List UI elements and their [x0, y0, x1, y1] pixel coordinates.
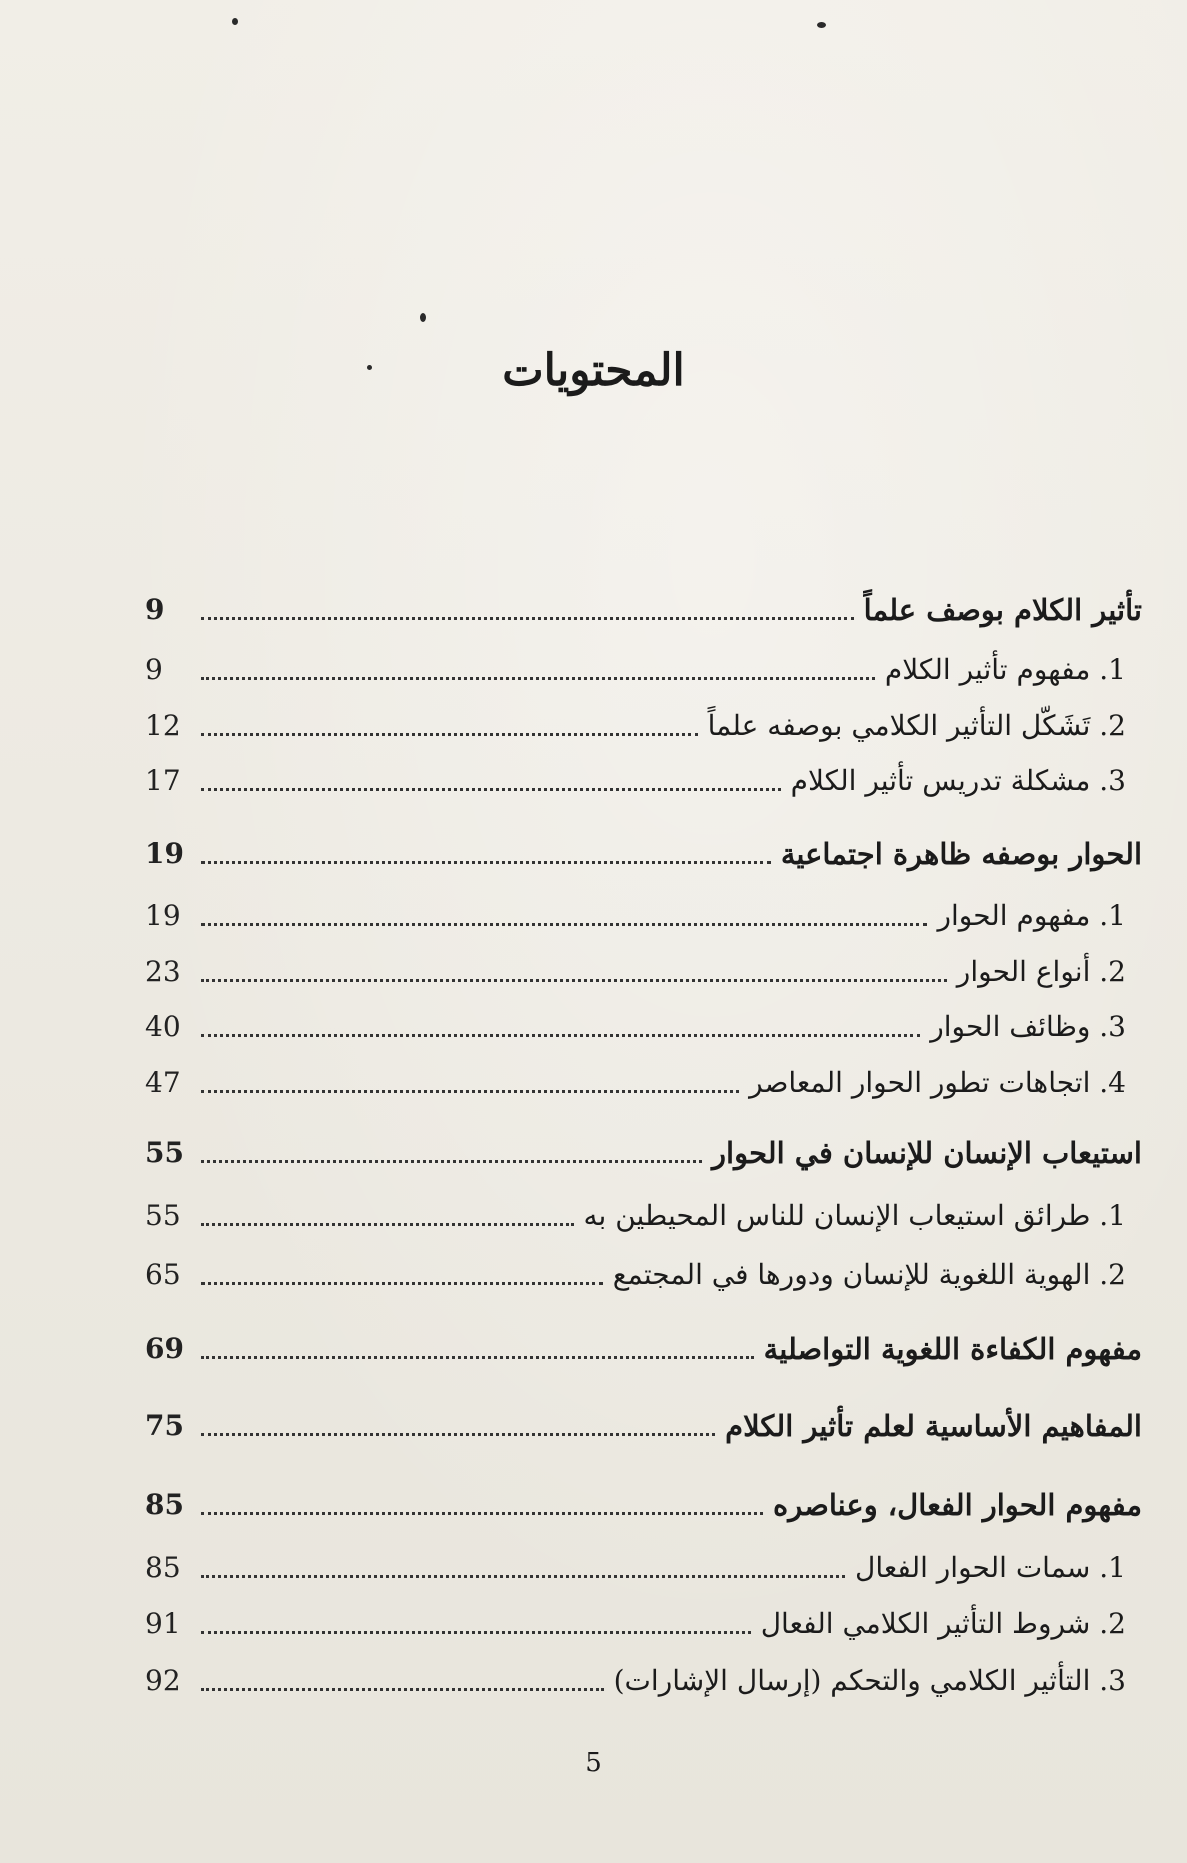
toc-entry-title: الحوار بوصفه ظاهرة اجتماعية	[780, 837, 1142, 871]
dot-leader	[201, 1223, 574, 1226]
toc-section-entry	[145, 946, 1142, 992]
toc-section-entry	[145, 700, 1142, 746]
dot-leader	[201, 1575, 845, 1578]
toc-section-entry	[145, 644, 1142, 690]
toc-entry-title: 2. أنواع الحوار	[956, 955, 1126, 988]
toc-chapter-entry	[145, 1127, 1142, 1173]
toc-chapter-entry	[145, 584, 1142, 630]
page-number: 5	[585, 1748, 602, 1778]
dot-leader	[201, 617, 854, 620]
dot-leader	[201, 1034, 920, 1037]
toc-section-entry	[145, 1190, 1142, 1236]
dot-leader	[201, 788, 781, 791]
paper-speck	[420, 313, 426, 322]
toc-entry-title: 1. مفهوم الحوار	[937, 899, 1126, 932]
toc-page-number: 85	[145, 1488, 184, 1521]
toc-chapter-entry	[145, 1323, 1142, 1369]
toc-page-number: 69	[145, 1332, 184, 1365]
toc-page-number: 23	[145, 955, 181, 988]
dot-leader	[201, 677, 875, 680]
toc-entry-title: تأثير الكلام بوصف علماً	[863, 593, 1142, 627]
toc-page-number: 19	[145, 837, 184, 870]
dot-leader	[201, 1090, 739, 1093]
toc-page-number: 40	[145, 1010, 181, 1043]
toc-page-number: 12	[145, 709, 181, 742]
toc-entry-title: 4. اتجاهات تطور الحوار المعاصر	[749, 1066, 1126, 1099]
toc-entry-title: 1. مفهوم تأثير الكلام	[884, 653, 1126, 686]
dot-leader	[201, 1356, 754, 1359]
toc-page-number: 47	[145, 1066, 181, 1099]
toc-entry-title: 1. سمات الحوار الفعال	[855, 1551, 1126, 1584]
toc-page-number: 55	[145, 1199, 181, 1232]
toc-entry-title: 3. التأثير الكلامي والتحكم (إرسال الإشارات)	[613, 1664, 1126, 1697]
toc-entry-title: مفهوم الحوار الفعال، وعناصره	[773, 1488, 1142, 1522]
dot-leader	[201, 1160, 702, 1163]
dot-leader	[201, 1433, 715, 1436]
dot-leader	[201, 923, 927, 926]
toc-chapter-entry	[145, 828, 1142, 874]
toc-entry-title: 3. وظائف الحوار	[930, 1010, 1126, 1043]
paper-speck	[232, 18, 238, 25]
toc-section-entry	[145, 1655, 1142, 1701]
toc-page-number: 9	[145, 593, 165, 626]
toc-entry-title: مفهوم الكفاءة اللغوية التواصلية	[763, 1332, 1142, 1366]
toc-entry-title: 2. الهوية اللغوية للإنسان ودورها في المجتمع	[612, 1258, 1126, 1291]
paper-speck	[817, 22, 826, 28]
toc-section-entry	[145, 1001, 1142, 1047]
toc-page-number: 19	[145, 899, 181, 932]
toc-section-entry	[145, 1542, 1142, 1588]
dot-leader	[201, 861, 771, 864]
page-title: المحتويات	[502, 345, 685, 396]
toc-entry-title: المفاهيم الأساسية لعلم تأثير الكلام	[725, 1409, 1142, 1443]
dot-leader	[201, 733, 698, 736]
toc-chapter-entry	[145, 1400, 1142, 1446]
dot-leader	[201, 1631, 751, 1634]
toc-page-number: 65	[145, 1258, 181, 1291]
dot-leader	[201, 979, 947, 982]
toc-page-number: 91	[145, 1607, 181, 1640]
toc-page-number: 55	[145, 1136, 184, 1169]
toc-page-number: 92	[145, 1664, 181, 1697]
toc-section-entry	[145, 1598, 1142, 1644]
toc-page-number: 75	[145, 1409, 184, 1442]
toc-section-entry	[145, 1249, 1142, 1295]
toc-chapter-entry	[145, 1479, 1142, 1525]
dot-leader	[201, 1688, 604, 1691]
toc-page-number: 17	[145, 764, 181, 797]
toc-section-entry	[145, 755, 1142, 801]
toc-entry-title: 2. تَشَكّل التأثير الكلامي بوصفه علماً	[707, 709, 1126, 742]
toc-entry-title: 3. مشكلة تدريس تأثير الكلام	[790, 764, 1126, 797]
toc-section-entry	[145, 1057, 1142, 1103]
toc-page-number: 85	[145, 1551, 181, 1584]
toc-section-entry	[145, 890, 1142, 936]
toc-entry-title: 2. شروط التأثير الكلامي الفعال	[760, 1607, 1126, 1640]
toc-entry-title: 1. طرائق استيعاب الإنسان للناس المحيطين به	[583, 1199, 1126, 1232]
dot-leader	[201, 1282, 603, 1285]
toc-page-number: 9	[145, 653, 163, 686]
dot-leader	[201, 1512, 763, 1515]
toc-entry-title: استيعاب الإنسان للإنسان في الحوار	[712, 1136, 1142, 1170]
